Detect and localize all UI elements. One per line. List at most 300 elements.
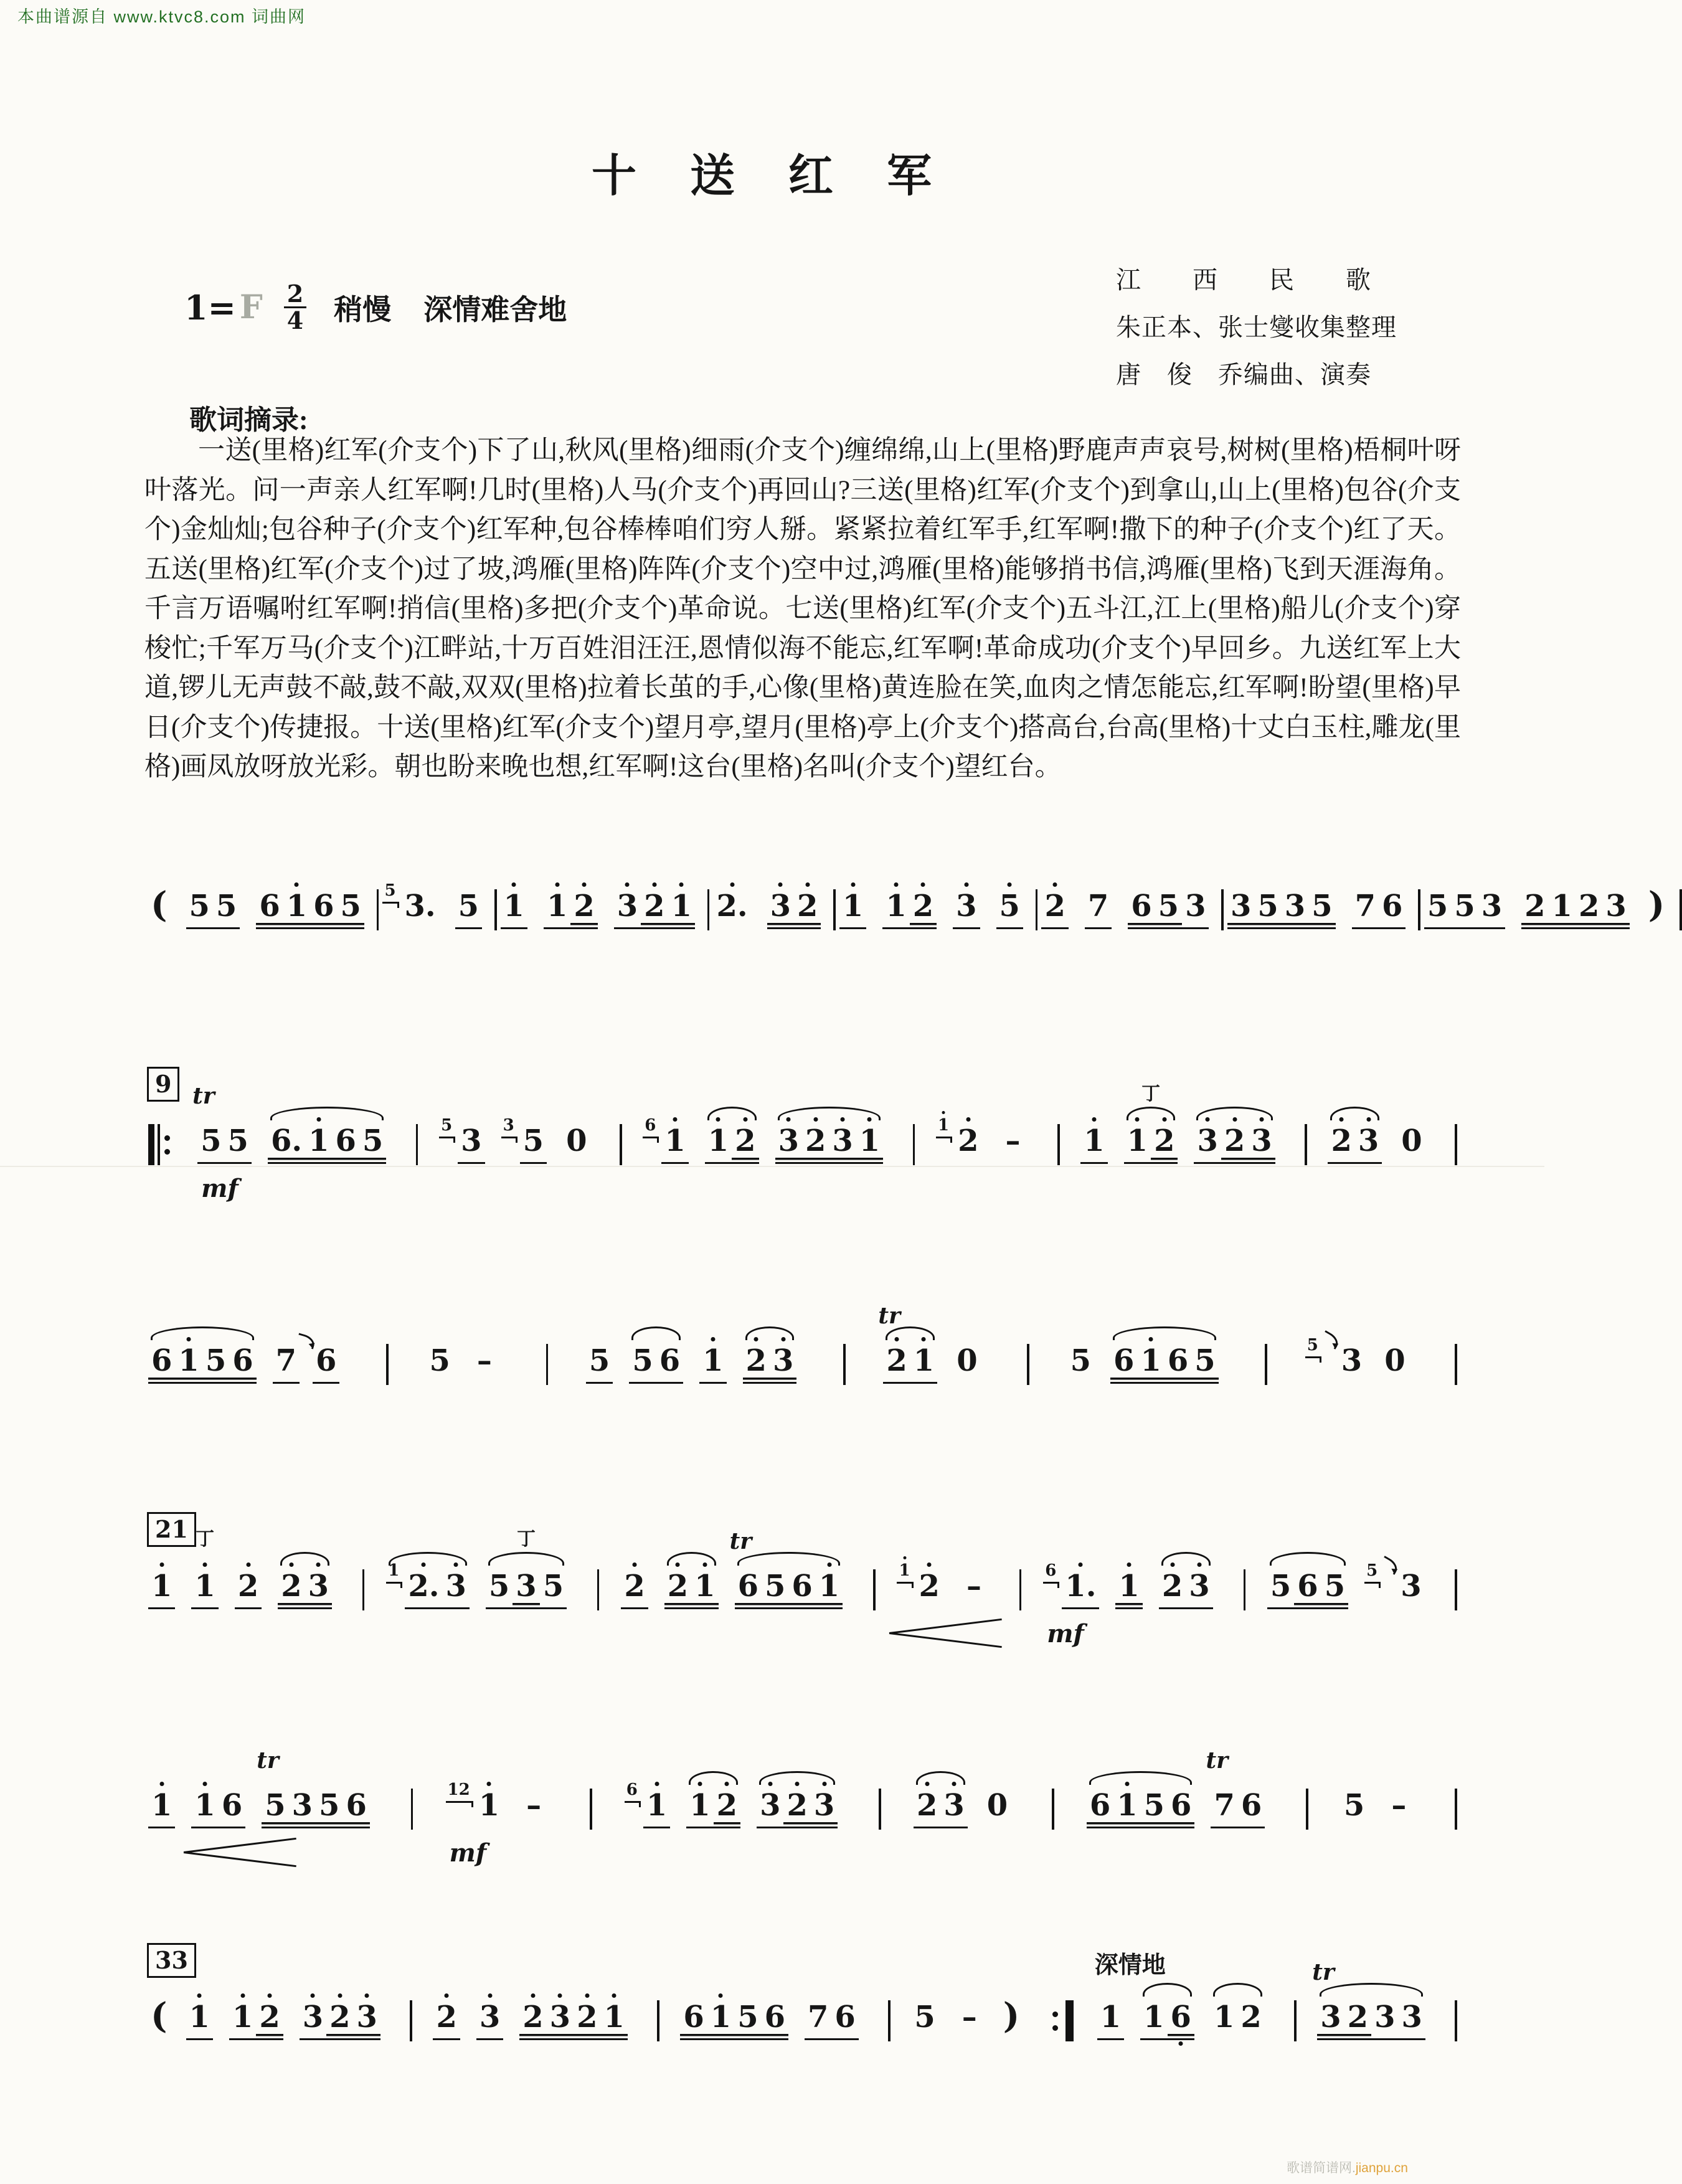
note: 6 bbox=[1294, 1569, 1321, 1609]
barline bbox=[843, 1344, 846, 1385]
note-group bbox=[1067, 1344, 1094, 1384]
note: 3 bbox=[767, 889, 794, 929]
note: 2 bbox=[235, 1569, 262, 1609]
note: 3 bbox=[1355, 1124, 1382, 1164]
note: 5 bbox=[1321, 1569, 1348, 1609]
note-group bbox=[878, 1303, 937, 1384]
note-group bbox=[1085, 889, 1112, 929]
measure-number-badge: 9 bbox=[147, 1067, 179, 1102]
note: 3 bbox=[614, 889, 641, 929]
note-group bbox=[998, 1124, 1028, 1164]
note: 1 bbox=[1124, 1124, 1151, 1164]
note-group bbox=[699, 1344, 726, 1384]
note: 1 bbox=[1097, 2000, 1124, 2040]
note-group bbox=[743, 1344, 797, 1384]
note: 6 bbox=[735, 1569, 762, 1609]
note: 1 bbox=[544, 889, 570, 929]
lyrics-heading: 歌词摘录: bbox=[189, 405, 308, 435]
note: 5 bbox=[1070, 1343, 1092, 1378]
trill-mark: tr bbox=[192, 1083, 215, 1109]
credit-arranger: 唐 俊 乔编曲、演奏 bbox=[1116, 361, 1371, 389]
time-signature-numerator: 2 bbox=[284, 281, 306, 308]
parenthesis: ) bbox=[1003, 1995, 1020, 2036]
barline bbox=[416, 1124, 418, 1165]
note-group bbox=[1305, 1336, 1366, 1384]
note: 7 bbox=[1352, 889, 1379, 929]
note-group bbox=[1646, 884, 1668, 925]
note: 2 bbox=[1328, 1124, 1354, 1164]
note: 3 bbox=[1194, 1124, 1221, 1164]
note: 2 bbox=[914, 1789, 940, 1828]
measure bbox=[446, 1780, 558, 1868]
note: 5 bbox=[1141, 1789, 1168, 1828]
note-group bbox=[229, 2000, 283, 2040]
tempo-marking: 稍慢 bbox=[334, 293, 392, 326]
note-group bbox=[191, 1789, 245, 1828]
slur-arc bbox=[745, 1326, 795, 1340]
note: 2 bbox=[1041, 889, 1068, 929]
note-group bbox=[953, 1344, 980, 1384]
note: 3 bbox=[775, 1124, 802, 1164]
note-group bbox=[1080, 1124, 1107, 1164]
note: 5 bbox=[359, 1124, 386, 1164]
barline bbox=[377, 889, 379, 930]
barline bbox=[879, 1789, 881, 1830]
note-group bbox=[235, 1569, 262, 1609]
parenthesis: ( bbox=[151, 1995, 168, 2036]
note: 5 bbox=[1424, 889, 1451, 929]
note: 2 bbox=[910, 889, 937, 929]
measure bbox=[1305, 1336, 1417, 1384]
note-group bbox=[1381, 1344, 1408, 1384]
note-group bbox=[1227, 889, 1336, 929]
note-group bbox=[897, 1561, 943, 1609]
note-group bbox=[643, 1116, 689, 1164]
measure bbox=[621, 1528, 851, 1609]
note: 1 bbox=[882, 889, 909, 929]
barline bbox=[1027, 1344, 1029, 1385]
note: 5 bbox=[520, 1124, 547, 1164]
note-group bbox=[1043, 1561, 1099, 1648]
slur-arc bbox=[1113, 1326, 1216, 1340]
note: 5 bbox=[540, 1569, 567, 1609]
measure bbox=[839, 889, 1032, 929]
measure bbox=[936, 1116, 1037, 1164]
note-group bbox=[300, 2000, 380, 2040]
note: 3 bbox=[354, 2000, 380, 2040]
note: 5 bbox=[1155, 889, 1182, 929]
barline bbox=[546, 1344, 549, 1385]
note-group bbox=[486, 1529, 567, 1609]
barline bbox=[1244, 1569, 1246, 1610]
note: 2 bbox=[1576, 889, 1602, 929]
barline bbox=[386, 1344, 389, 1385]
slur-arc bbox=[667, 1552, 716, 1566]
note: 3 bbox=[1401, 1569, 1422, 1604]
measure bbox=[386, 1529, 575, 1609]
note: 1 bbox=[1115, 1569, 1142, 1609]
note: 2 bbox=[714, 1789, 740, 1828]
site-watermark bbox=[1287, 2158, 1408, 2177]
note-group bbox=[729, 1528, 843, 1609]
note: 6 bbox=[680, 2000, 707, 2040]
slur-arc bbox=[1127, 1107, 1176, 1120]
note: 1 bbox=[501, 889, 527, 929]
measure bbox=[148, 1344, 348, 1384]
notation-system bbox=[148, 1946, 1461, 2041]
note: 1 bbox=[839, 889, 866, 929]
note: 5 bbox=[629, 1344, 656, 1384]
note: 2 bbox=[1221, 1124, 1248, 1164]
note: 1 bbox=[705, 1124, 732, 1164]
slur-arc bbox=[488, 1552, 564, 1566]
rest: 0 bbox=[566, 1123, 587, 1158]
note-group bbox=[1364, 1561, 1425, 1609]
note: 1 bbox=[229, 2000, 256, 2040]
note-group bbox=[1206, 1747, 1265, 1828]
site-watermark-domain: jianpu.cn bbox=[1355, 2161, 1408, 2175]
measure bbox=[148, 1995, 389, 2040]
note: 2 bbox=[916, 1569, 943, 1609]
note: 7 bbox=[1211, 1789, 1237, 1828]
note: 2 bbox=[883, 1344, 910, 1384]
credit-origin: 江 西 民 歌 bbox=[1116, 266, 1371, 294]
measure bbox=[1341, 1789, 1422, 1828]
note-group bbox=[839, 889, 866, 929]
measure bbox=[433, 2000, 636, 2040]
dash-extender: – bbox=[1005, 1123, 1021, 1158]
barline bbox=[410, 2000, 412, 2041]
grace-note: 5 bbox=[382, 882, 397, 904]
note-group bbox=[446, 1780, 503, 1868]
note: 1 bbox=[668, 889, 695, 929]
note: 1 bbox=[191, 1789, 218, 1828]
note: 5 bbox=[586, 1344, 613, 1384]
slur-arc bbox=[1161, 1552, 1211, 1566]
note: 2. bbox=[713, 889, 750, 929]
rest: 0 bbox=[1384, 1343, 1406, 1378]
note: 6 bbox=[831, 2000, 858, 2040]
note-group bbox=[1124, 1084, 1178, 1164]
note-group bbox=[1001, 1995, 1023, 2036]
note: 6 bbox=[1168, 2000, 1194, 2040]
note-group bbox=[1128, 889, 1209, 929]
note: 6 bbox=[310, 889, 337, 929]
grace-note: 1 bbox=[936, 1117, 951, 1138]
note: 5 bbox=[316, 1789, 343, 1828]
barline bbox=[590, 1789, 592, 1830]
scan-artifact-line bbox=[0, 1166, 1544, 1167]
note: 3 bbox=[1282, 889, 1308, 929]
barline bbox=[1455, 2000, 1457, 2041]
note-group bbox=[984, 1789, 1011, 1828]
note-group bbox=[1398, 1124, 1425, 1164]
note: 2 bbox=[802, 1124, 829, 1164]
note: 2 bbox=[783, 1789, 810, 1828]
note-group bbox=[757, 1789, 838, 1828]
barline bbox=[1305, 1124, 1307, 1165]
note: 6 bbox=[148, 1344, 175, 1384]
note-group bbox=[664, 1569, 719, 1609]
note: 5 bbox=[1267, 1569, 1294, 1609]
note: 6 bbox=[313, 1344, 339, 1384]
barline bbox=[597, 1569, 600, 1610]
measure bbox=[643, 1116, 892, 1164]
note: 5 bbox=[486, 1569, 513, 1609]
note: 3 bbox=[1341, 1343, 1363, 1378]
note: 2 bbox=[1159, 1569, 1186, 1609]
note: 1 bbox=[661, 1124, 688, 1164]
slur-arc bbox=[916, 1771, 965, 1785]
note: 3 bbox=[1398, 2000, 1425, 2040]
note: 3 bbox=[1317, 2000, 1344, 2040]
dayin-mark: 丁 bbox=[1141, 1084, 1161, 1104]
repeat-dot bbox=[1052, 2011, 1058, 2017]
notation-system bbox=[148, 1303, 1461, 1385]
barline bbox=[1455, 1344, 1457, 1385]
repeat-start-barline bbox=[148, 1124, 174, 1165]
key-signature-row bbox=[184, 281, 567, 333]
measure bbox=[1328, 1124, 1434, 1164]
crescendo-hairpin bbox=[889, 1623, 1003, 1642]
note-group bbox=[1384, 1789, 1414, 1828]
note: 2 bbox=[1521, 889, 1548, 929]
barline bbox=[1455, 1789, 1457, 1830]
measure bbox=[382, 881, 491, 929]
barline bbox=[873, 1569, 876, 1610]
measure bbox=[1267, 1561, 1434, 1609]
note-group bbox=[186, 2000, 213, 2040]
note: 1 bbox=[191, 1569, 218, 1609]
note: 6 bbox=[229, 1344, 256, 1384]
note-group bbox=[1159, 1569, 1213, 1609]
key-note: F bbox=[239, 288, 263, 326]
credit-collectors: 朱正本、张士燮收集整理 bbox=[1116, 313, 1397, 341]
notation-system bbox=[148, 881, 1665, 930]
note-group bbox=[470, 1344, 499, 1384]
note-group bbox=[614, 889, 695, 929]
slur-arc bbox=[270, 1107, 384, 1120]
note: 3. bbox=[404, 889, 436, 924]
note: 3 bbox=[476, 2000, 503, 2040]
slur-arc bbox=[1089, 1771, 1193, 1785]
measure bbox=[878, 1303, 989, 1384]
note-group bbox=[191, 1529, 218, 1609]
note: 6 bbox=[256, 889, 283, 929]
barline bbox=[1019, 1569, 1022, 1610]
note-group bbox=[455, 889, 482, 929]
note: 6 bbox=[1087, 1789, 1113, 1828]
measure bbox=[1094, 1952, 1273, 2040]
slur-arc bbox=[631, 1326, 681, 1340]
note: 3 bbox=[1602, 889, 1629, 929]
slur-arc bbox=[689, 1771, 738, 1785]
trill-mark: tr bbox=[1206, 1747, 1229, 1774]
note: 3 bbox=[953, 889, 980, 929]
note-group bbox=[882, 889, 937, 929]
note: 5 bbox=[186, 889, 213, 929]
slur-arc bbox=[1330, 1107, 1379, 1120]
barline bbox=[657, 2000, 659, 2041]
note: 3 bbox=[770, 1344, 796, 1384]
note-group bbox=[192, 1083, 252, 1203]
note-group bbox=[705, 1124, 759, 1164]
note-group bbox=[629, 1344, 683, 1384]
repeat-dot bbox=[164, 1149, 170, 1155]
note: 5 bbox=[1254, 889, 1281, 929]
note-group bbox=[713, 889, 750, 929]
repeat-dots bbox=[1052, 2000, 1058, 2041]
note: 1 bbox=[1080, 1124, 1107, 1164]
note: 2 bbox=[278, 1569, 305, 1609]
measure bbox=[1067, 1344, 1227, 1384]
grace-note: 1 bbox=[386, 1562, 401, 1584]
note-group bbox=[1094, 1952, 1166, 2040]
note: 1 bbox=[476, 1789, 503, 1828]
note-group bbox=[148, 1789, 175, 1828]
note: 1 bbox=[707, 2000, 734, 2040]
note-group bbox=[439, 1116, 485, 1164]
octave-dot bbox=[942, 1111, 945, 1114]
barline bbox=[1057, 1124, 1060, 1165]
measure bbox=[586, 1344, 805, 1384]
note: 3 bbox=[757, 1789, 783, 1828]
song-title: 十 送 红 军 bbox=[591, 151, 953, 202]
barline bbox=[1418, 889, 1420, 930]
note-group bbox=[621, 1569, 648, 1609]
note: 7 bbox=[805, 2000, 831, 2040]
note: 2. bbox=[405, 1569, 442, 1609]
barline bbox=[1455, 1569, 1457, 1610]
measure-number-badge: 33 bbox=[147, 1943, 196, 1978]
note: 2 bbox=[743, 1344, 770, 1384]
rest: 0 bbox=[957, 1343, 978, 1378]
trill-mark: tr bbox=[729, 1528, 752, 1554]
barline bbox=[1221, 889, 1224, 930]
barline bbox=[1294, 2000, 1297, 2041]
slur-arc bbox=[1270, 1552, 1346, 1566]
dash-extender: – bbox=[966, 1569, 981, 1604]
note: 1 bbox=[816, 1569, 843, 1609]
note: 5 bbox=[429, 1343, 450, 1378]
note: 2 bbox=[1151, 1124, 1178, 1164]
note: 1 bbox=[910, 1344, 937, 1384]
barline bbox=[1455, 1124, 1457, 1165]
note-group bbox=[273, 1344, 340, 1384]
barline bbox=[707, 889, 710, 930]
note: 5 bbox=[734, 2000, 761, 2040]
note: 5 bbox=[338, 889, 364, 929]
grace-note: 6 bbox=[1043, 1562, 1058, 1584]
note-group bbox=[955, 2000, 985, 2040]
note: 2 bbox=[519, 2000, 546, 2040]
credits-block bbox=[1116, 257, 1460, 399]
note: 5 bbox=[197, 1124, 224, 1164]
barline bbox=[1265, 1344, 1267, 1385]
slur-arc bbox=[151, 1326, 254, 1340]
measure bbox=[1312, 1959, 1434, 2040]
note: 6 bbox=[1168, 1789, 1194, 1828]
note: 1 bbox=[643, 1789, 670, 1828]
note-group bbox=[686, 1789, 740, 1828]
note: 1 bbox=[1140, 2000, 1167, 2040]
repeat-end-barline bbox=[1048, 2000, 1074, 2041]
barline bbox=[1680, 889, 1682, 930]
dash-extender: – bbox=[961, 2000, 977, 2035]
note: 3 bbox=[940, 1789, 967, 1828]
trill-mark: tr bbox=[257, 1747, 279, 1774]
notation-system bbox=[148, 1515, 1461, 1648]
measure bbox=[148, 884, 373, 929]
barline bbox=[1052, 1789, 1054, 1830]
measure bbox=[625, 1780, 847, 1828]
parenthesis: ( bbox=[151, 884, 168, 925]
slur-arc bbox=[707, 1107, 757, 1120]
barline bbox=[362, 1569, 365, 1610]
note: 1 bbox=[1213, 2000, 1235, 2035]
trill-mark: tr bbox=[1312, 1959, 1335, 1985]
dash-extender: – bbox=[526, 1788, 542, 1823]
dynamic-mf: mf bbox=[1047, 1619, 1084, 1648]
note: 2 bbox=[664, 1569, 691, 1609]
note: 2 bbox=[641, 889, 668, 929]
note: 5 bbox=[914, 2000, 935, 2035]
barline bbox=[148, 1124, 154, 1165]
note: 5 bbox=[202, 1344, 229, 1384]
note-group bbox=[959, 1569, 989, 1609]
note-group bbox=[563, 1124, 590, 1164]
note: 2 bbox=[256, 2000, 283, 2040]
note-group bbox=[1328, 1124, 1382, 1164]
grace-note: 6 bbox=[643, 1117, 658, 1138]
note-group bbox=[996, 889, 1023, 929]
measure bbox=[897, 1561, 998, 1609]
repeat-dot bbox=[1052, 2025, 1058, 2031]
note: 6 bbox=[1110, 1344, 1137, 1384]
note-group bbox=[1312, 1959, 1425, 2040]
note-group bbox=[936, 1116, 982, 1164]
note: 5 bbox=[1343, 1788, 1365, 1823]
expression-marking: 深情难舍地 bbox=[423, 293, 567, 326]
note-group bbox=[148, 1344, 257, 1384]
note: 2 bbox=[326, 2000, 353, 2040]
note: 5 bbox=[996, 889, 1023, 929]
note: 3 bbox=[811, 1789, 838, 1828]
grace-note: 12 bbox=[446, 1781, 472, 1803]
barline bbox=[833, 889, 836, 930]
note-group bbox=[1115, 1569, 1142, 1609]
note-group bbox=[257, 1747, 370, 1828]
measure bbox=[1043, 1561, 1221, 1648]
dash-extender: – bbox=[1391, 1788, 1407, 1823]
note: 5 bbox=[213, 889, 240, 929]
note-group bbox=[1041, 889, 1068, 929]
note-group bbox=[805, 2000, 859, 2040]
grace-note: 6 bbox=[625, 1781, 640, 1803]
note: 6. bbox=[268, 1124, 305, 1164]
slur-arc bbox=[1320, 1983, 1423, 1997]
trill-mark: tr bbox=[878, 1303, 900, 1329]
barline bbox=[158, 1124, 160, 1165]
note: 1 bbox=[600, 2000, 627, 2040]
note: 2 bbox=[433, 2000, 460, 2040]
rest: 0 bbox=[1401, 1123, 1422, 1158]
note-group bbox=[519, 1789, 549, 1828]
repeat-dots bbox=[164, 1124, 170, 1165]
note: 2 bbox=[955, 1124, 981, 1164]
note: 2 bbox=[1344, 2000, 1371, 2040]
dayin-mark: 丁 bbox=[196, 1529, 215, 1549]
